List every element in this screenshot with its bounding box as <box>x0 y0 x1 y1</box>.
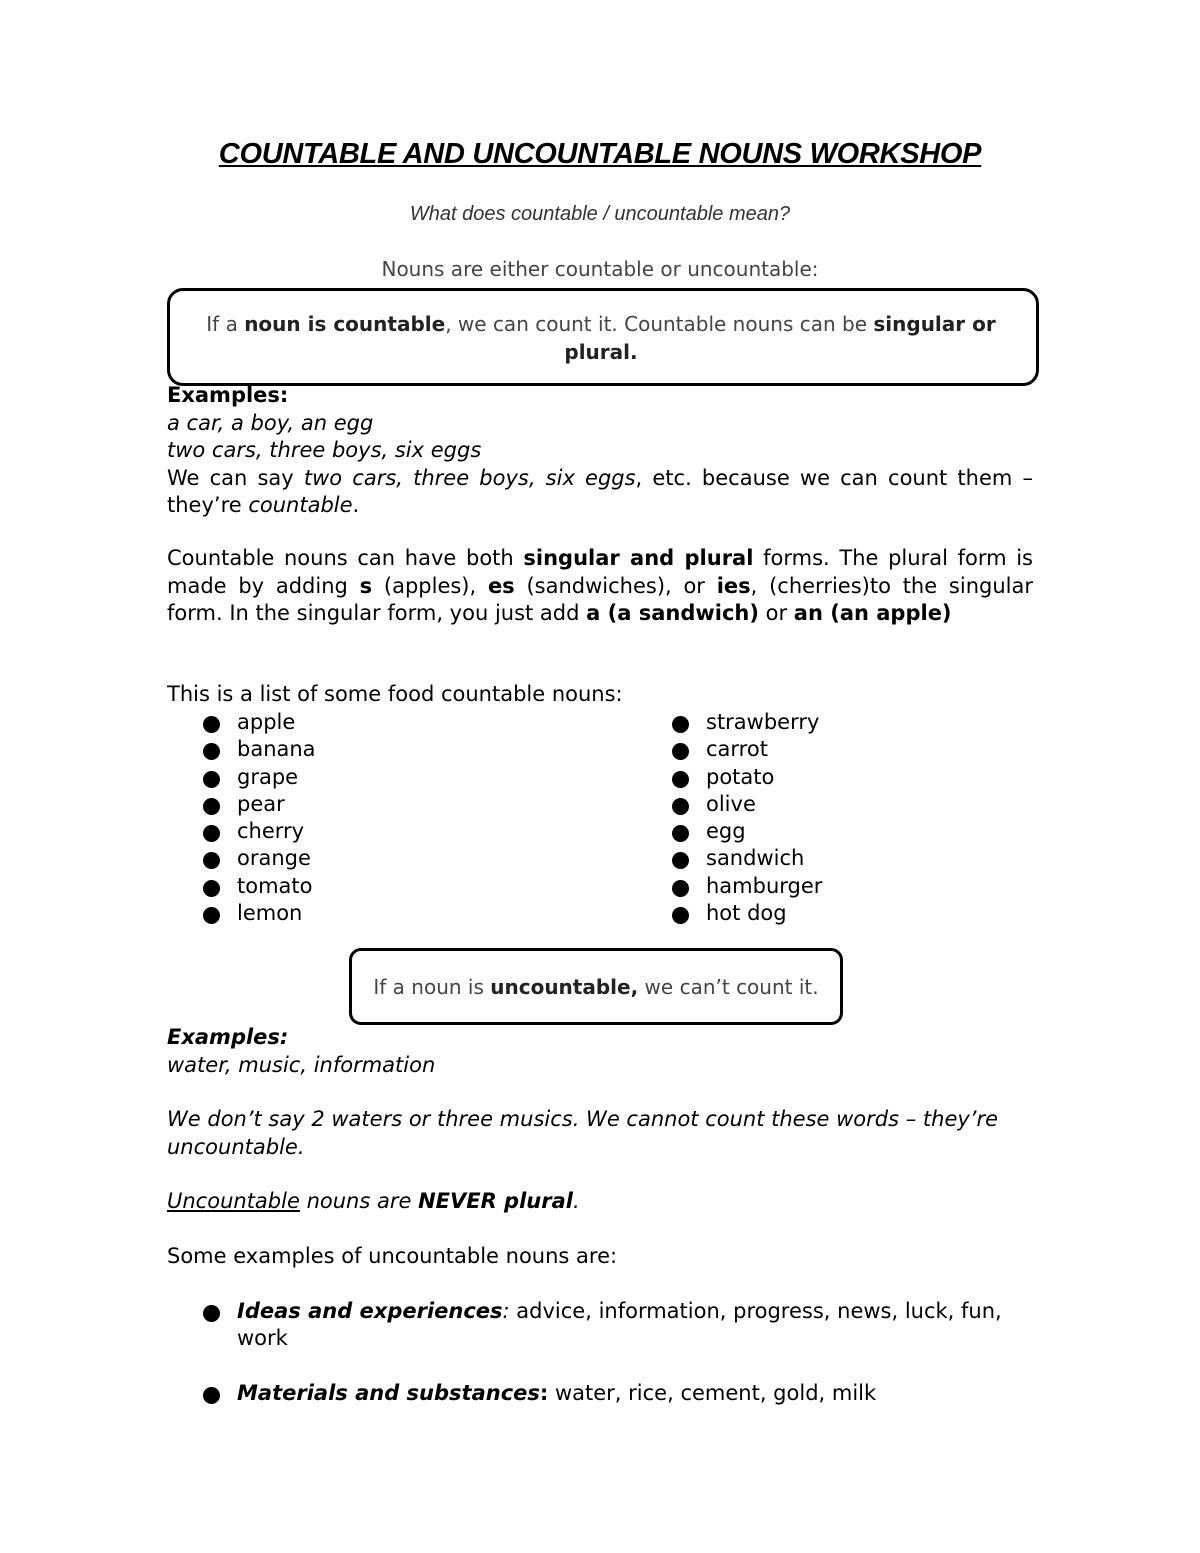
food-list-right <box>672 709 1032 927</box>
never-plural-rule: Uncountable nouns are NEVER plural. <box>167 1189 580 1213</box>
list-item: banana <box>203 736 623 763</box>
list-item: orange <box>203 845 623 872</box>
bullet-icon <box>672 880 689 897</box>
uncountable-examples <box>167 1024 1033 1079</box>
bullet-icon <box>203 743 220 760</box>
bullet-icon <box>203 716 220 733</box>
intro-line: Nouns are either countable or uncountable: <box>381 257 819 281</box>
bullet-icon <box>672 907 689 924</box>
list-item: apple <box>203 709 623 736</box>
bullet-icon <box>203 852 220 869</box>
uncountable-list-intro: Some examples of uncountable nouns are: <box>167 1244 618 1268</box>
list-item: strawberry <box>672 709 1032 736</box>
page-title: COUNTABLE AND UNCOUNTABLE NOUNS WORKSHOP <box>218 138 982 170</box>
bullet-icon <box>672 852 689 869</box>
list-item: grape <box>203 764 623 791</box>
list-item: Materials and substances: water, rice, cement, gold, milk <box>203 1380 1003 1407</box>
guiding-question: What does countable / uncountable mean? <box>409 203 791 225</box>
list-item: egg <box>672 818 1032 845</box>
example-singular: a car, a boy, an egg <box>167 410 374 435</box>
uncountable-explanation: We don’t say 2 waters or three musics. We cannot count these words – they’re uncountable. <box>167 1107 999 1159</box>
list-item: hot dog <box>672 900 1032 927</box>
countable-explanation: We can say two cars, three boys, six eggs, etc. because we can count them – they’re countable. <box>167 465 1033 517</box>
food-list-intro: This is a list of some food countable nouns: <box>167 682 623 706</box>
bullet-icon <box>203 771 220 788</box>
examples-heading: Examples: <box>167 1025 289 1049</box>
forms-paragraph: Countable nouns can have both singular and plural forms. The plural form is made by adding s (apples), es (sandwiches), or ies, (cherries)to the singular form. In the singular form, you just add a (a sandwich) or an (an apple) <box>167 546 1033 625</box>
bullet-icon <box>203 880 220 897</box>
uncountable-definition: If a noun is uncountable, we can’t count it. <box>373 975 819 999</box>
bullet-icon <box>672 743 689 760</box>
list-item: potato <box>672 764 1032 791</box>
list-item: carrot <box>672 736 1032 763</box>
list-item: sandwich <box>672 845 1032 872</box>
bullet-icon <box>672 771 689 788</box>
countable-examples <box>167 382 1033 520</box>
list-item: tomato <box>203 873 623 900</box>
bullet-icon <box>203 825 220 842</box>
bullet-icon <box>203 798 220 815</box>
bullet-icon <box>672 825 689 842</box>
countable-definition: If a noun is countable, we can count it. Countable nouns can be singular or plural. <box>206 312 996 364</box>
list-item: hamburger <box>672 873 1032 900</box>
list-item: Ideas and experiences: advice, information, progress, news, luck, fun, work <box>203 1298 1003 1353</box>
bullet-icon <box>672 798 689 815</box>
bullet-icon <box>672 716 689 733</box>
list-item: lemon <box>203 900 623 927</box>
bullet-icon <box>203 1387 220 1404</box>
list-item: olive <box>672 791 1032 818</box>
bullet-icon <box>203 1305 220 1322</box>
uncountable-example-line: water, music, information <box>167 1052 436 1077</box>
uncountable-category-list <box>203 1298 1003 1407</box>
bullet-icon <box>203 907 220 924</box>
examples-heading: Examples: <box>167 383 289 407</box>
list-item: cherry <box>203 818 623 845</box>
list-item: pear <box>203 791 623 818</box>
example-plural: two cars, three boys, six eggs <box>167 438 482 462</box>
food-list-left <box>203 709 623 927</box>
